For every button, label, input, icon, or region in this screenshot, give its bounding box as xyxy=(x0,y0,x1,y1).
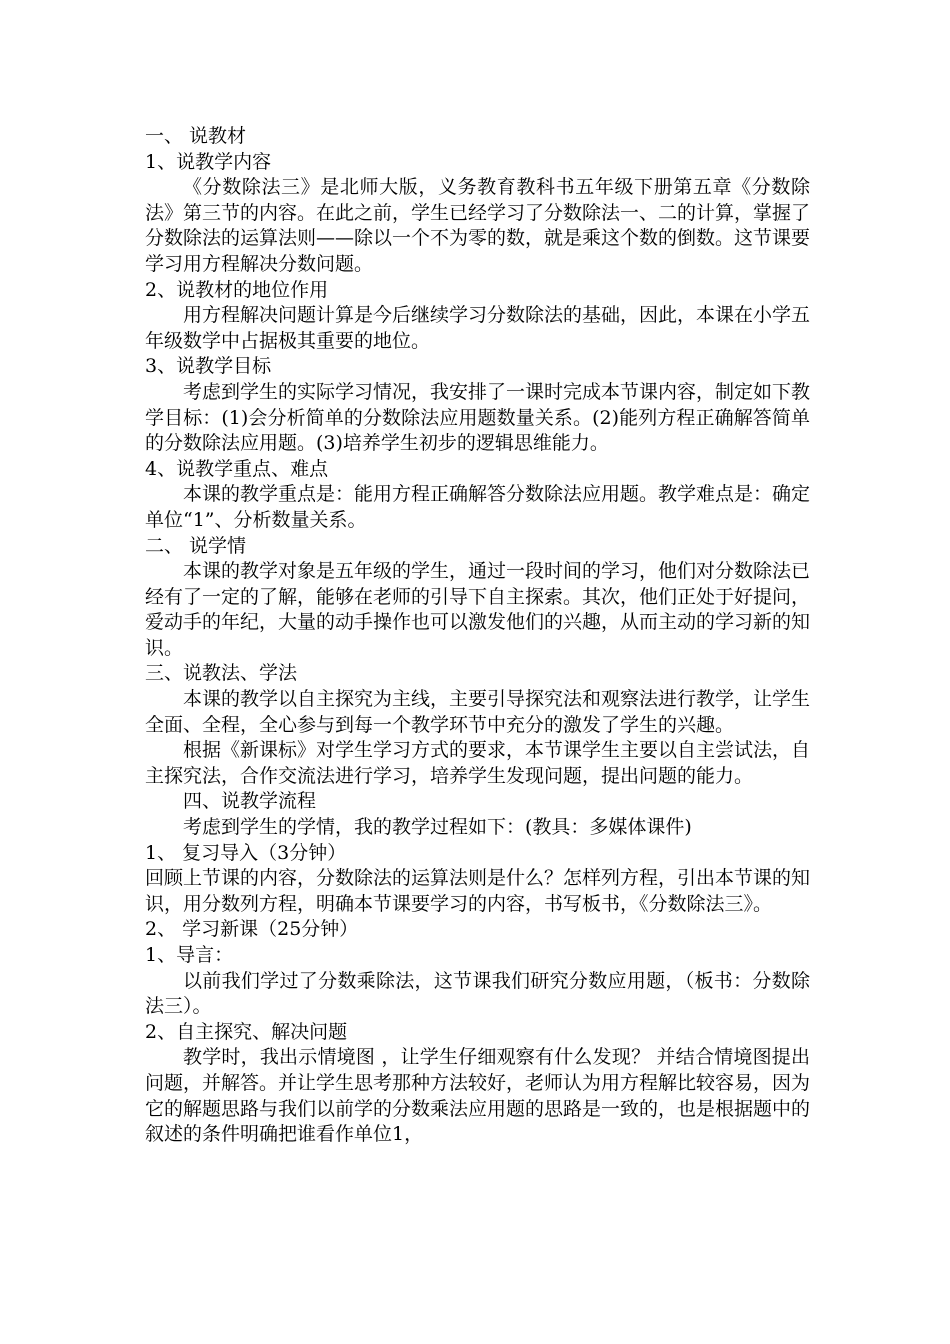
document-body xyxy=(145,124,810,1148)
body-paragraph: 以前我们学过了分数乘除法，这节课我们研究分数应用题，（板书：分数除法三）。 xyxy=(145,969,810,1018)
section-heading: 四、说教学流程 xyxy=(183,790,317,813)
body-paragraph: 《分数除法三》是北师大版，义务教育教科书五年级下册第五章《分数除法》第三节的内容。在此之前，学生已经学习了分数除法一、二的计算，掌握了分数除法的运算法则——除以一个不为零的数，就是乘这个数的倒数。这节课要学习用方程解决分数问题。 xyxy=(145,176,811,275)
body-paragraph: 本课的教学对象是五年级的学生，通过一段时间的学习，他们对分数除法已经有了一定的了解，能够在老师的引导下自主探索。其次，他们正处于好提问，爱动手的年纪，大量的动手操作也可以激发他们的兴趣，从而主动的学习新的知识。 xyxy=(145,560,811,659)
subsection-heading: 2、自主探究、解决问题 xyxy=(145,1020,348,1043)
body-paragraph: 考虑到学生的学情，我的教学过程如下：(教具：多媒体课件) xyxy=(183,816,692,839)
step-heading: 2、 学习新课（25分钟） xyxy=(145,918,359,941)
subsection-heading: 1、说教学内容 xyxy=(145,150,272,173)
body-paragraph: 用方程解决问题计算是今后继续学习分数除法的基础，因此，本课在小学五年级数学中占据极其重要的地位。 xyxy=(145,304,811,352)
body-paragraph: 回顾上节课的内容，分数除法的运算法则是什么？怎样列方程，引出本节课的知识，用分数列方程，明确本节课要学习的内容，书写板书，《分数除法三》。 xyxy=(145,867,811,915)
step-heading: 1、 复习导入（3分钟） xyxy=(145,841,347,864)
section-heading: 一、 说教材 xyxy=(145,125,247,147)
body-paragraph: 教学时，我出示情境图 ，让学生仔细观察有什么发现？ 并结合情境图提出问题，并解答。并让学生思考那种方法较好，老师认为用方程解比较容易，因为它的解题思路与我们以前学的分数乘法应用题的思路是一致的，也是根据题中的叙述的条件明确把谁看作单位1， xyxy=(145,1046,811,1146)
section-heading: 三、说教法、学法 xyxy=(145,662,298,685)
subsection-heading: 2、说教材的地位作用 xyxy=(145,278,329,301)
subsection-heading: 1、导言： xyxy=(145,944,234,966)
body-paragraph: 本课的教学重点是：能用方程正确解答分数除法应用题。教学难点是：确定单位“1”、分析数量关系。 xyxy=(145,483,811,531)
body-paragraph: 根据《新课标》对学生学习方式的要求，本节课学生主要以自主尝试法，自主探究法，合作交流法进行学习，培养学生发现问题，提出问题的能力。 xyxy=(145,739,811,787)
body-paragraph: 本课的教学以自主探究为主线，主要引导探究法和观察法进行教学，让学生全面、全程，全心参与到每一个教学环节中充分的激发了学生的兴趣。 xyxy=(145,688,811,736)
body-paragraph: 考虑到学生的实际学习情况，我安排了一课时完成本节课内容，制定如下教学目标：(1)会分析简单的分数除法应用题数量关系。(2)能列方程正确解答简单的分数除法应用题。(3)培养学生初步的逻辑思维能力。 xyxy=(145,380,811,455)
subsection-heading: 3、说教学目标 xyxy=(145,355,272,378)
subsection-heading: 4、说教学重点、难点 xyxy=(145,457,329,480)
section-heading: 二、 说学情 xyxy=(145,534,247,557)
